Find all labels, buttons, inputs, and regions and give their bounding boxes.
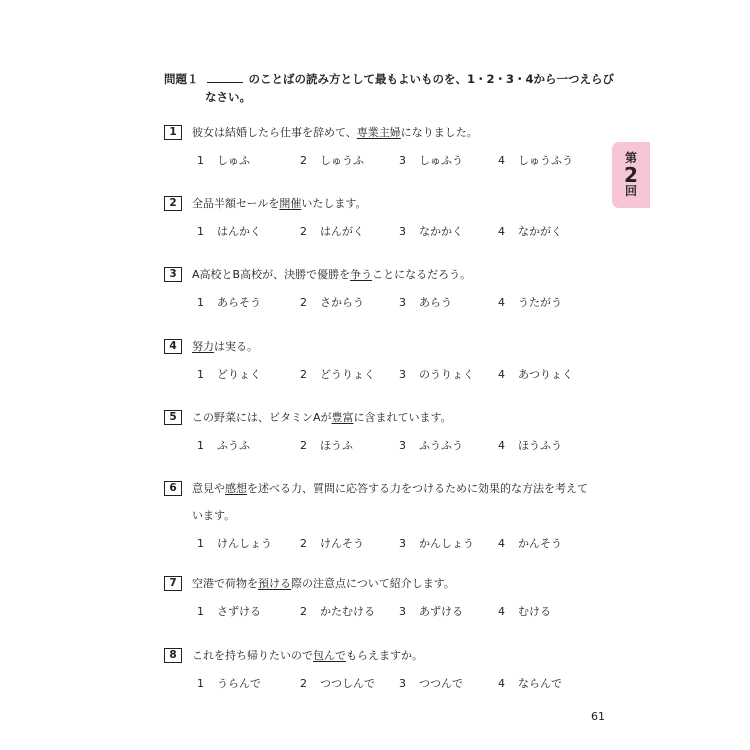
option-2[interactable]: 2 けんそう [300,537,364,550]
option-3[interactable]: 3 つつんで [399,677,463,690]
option-3[interactable]: 3 あらう [399,296,452,309]
option-2[interactable]: 2 さからう [300,296,364,309]
option-2[interactable]: 2 ほうふ [300,439,353,452]
target-word: 努力 [192,340,214,353]
section-tab [612,142,650,208]
option-2[interactable]: 2 かたむける [300,605,375,618]
question-text: 努力は実る。 [192,340,258,353]
instruction-label: 問題１ [164,72,199,86]
section-tab-number: 2 [624,163,638,187]
question-text: この野菜には、ビタミンAが豊富に含まれています。 [192,411,452,424]
instruction-text-cont: なさい。 [205,90,251,104]
question-3 [164,267,604,310]
option-1[interactable]: 1 あらそう [197,296,261,309]
instruction-text: のことばの読み方として最もよいものを、1・2・3・4から一つえらび [248,72,615,86]
option-1[interactable]: 1 しゅふ [197,154,250,167]
question-text: 全品半額セールを開催いたします。 [192,197,367,210]
option-1[interactable]: 1 はんかく [197,225,261,238]
option-1[interactable]: 1 けんしょう [197,537,272,550]
question-2 [164,196,604,239]
option-2[interactable]: 2 しゅうふ [300,154,364,167]
option-4[interactable]: 4 むける [498,605,551,618]
target-word: 争う [350,268,373,281]
target-word: 豊富 [331,411,354,424]
question-text: 空港で荷物を預ける際の注意点について紹介します。 [192,577,455,590]
option-4[interactable]: 4 ならんで [498,677,562,690]
question-number: 5 [164,410,182,425]
option-3[interactable]: 3 のうりょく [399,368,474,381]
question-5 [164,410,604,453]
option-4[interactable]: 4 うたがう [498,296,562,309]
option-4[interactable]: 4 かんそう [498,537,562,550]
question-text: 意見や感想を述べる力、質問に応答する力をつけるために効果的な方法を考えて [192,482,588,495]
section-tab-prefix: 第 [624,151,637,165]
target-word: 開催 [279,197,302,210]
option-3[interactable]: 3 あずける [399,605,463,618]
section-tab-suffix: 回 [624,184,637,198]
question-text: 彼女は結婚したら仕事を辞めて、専業主婦になりました。 [192,126,478,139]
question-8 [164,648,604,691]
option-4[interactable]: 4 なかがく [498,225,562,238]
target-word: 預ける [258,577,291,590]
instruction [164,70,614,106]
option-3[interactable]: 3 しゅふう [399,154,463,167]
option-2[interactable]: 2 どうりょく [300,368,375,381]
option-3[interactable]: 3 かんしょう [399,537,474,550]
question-number: 3 [164,267,182,282]
target-word: 専業主婦 [356,126,401,139]
option-3[interactable]: 3 ふうふう [399,439,463,452]
target-word: 包んで [313,649,346,662]
question-number: 1 [164,125,182,140]
target-word: 感想 [225,482,247,495]
option-4[interactable]: 4 ほうふう [498,439,562,452]
option-4[interactable]: 4 あつりょく [498,368,573,381]
question-number: 8 [164,648,182,663]
question-text: A高校とB高校が、決勝で優勝を争うことになるだろう。 [192,268,472,281]
question-number: 6 [164,481,182,496]
option-4[interactable]: 4 しゅうふう [498,154,573,167]
option-2[interactable]: 2 はんがく [300,225,364,238]
option-1[interactable]: 1 どりょく [197,368,261,381]
question-7 [164,576,604,619]
question-text-cont: います。 [192,509,236,522]
option-2[interactable]: 2 つつしんで [300,677,375,690]
question-number: 4 [164,339,182,354]
blank-line [207,71,243,83]
option-1[interactable]: 1 ふうふ [197,439,250,452]
page-number: 61 [591,710,605,723]
question-1 [164,125,604,168]
question-6 [164,481,604,551]
option-1[interactable]: 1 うらんで [197,677,261,690]
question-number: 7 [164,576,182,591]
question-4 [164,339,604,382]
option-3[interactable]: 3 なかかく [399,225,463,238]
question-text: これを持ち帰りたいので包んでもらえますか。 [192,649,423,662]
question-number: 2 [164,196,182,211]
option-1[interactable]: 1 さずける [197,605,261,618]
